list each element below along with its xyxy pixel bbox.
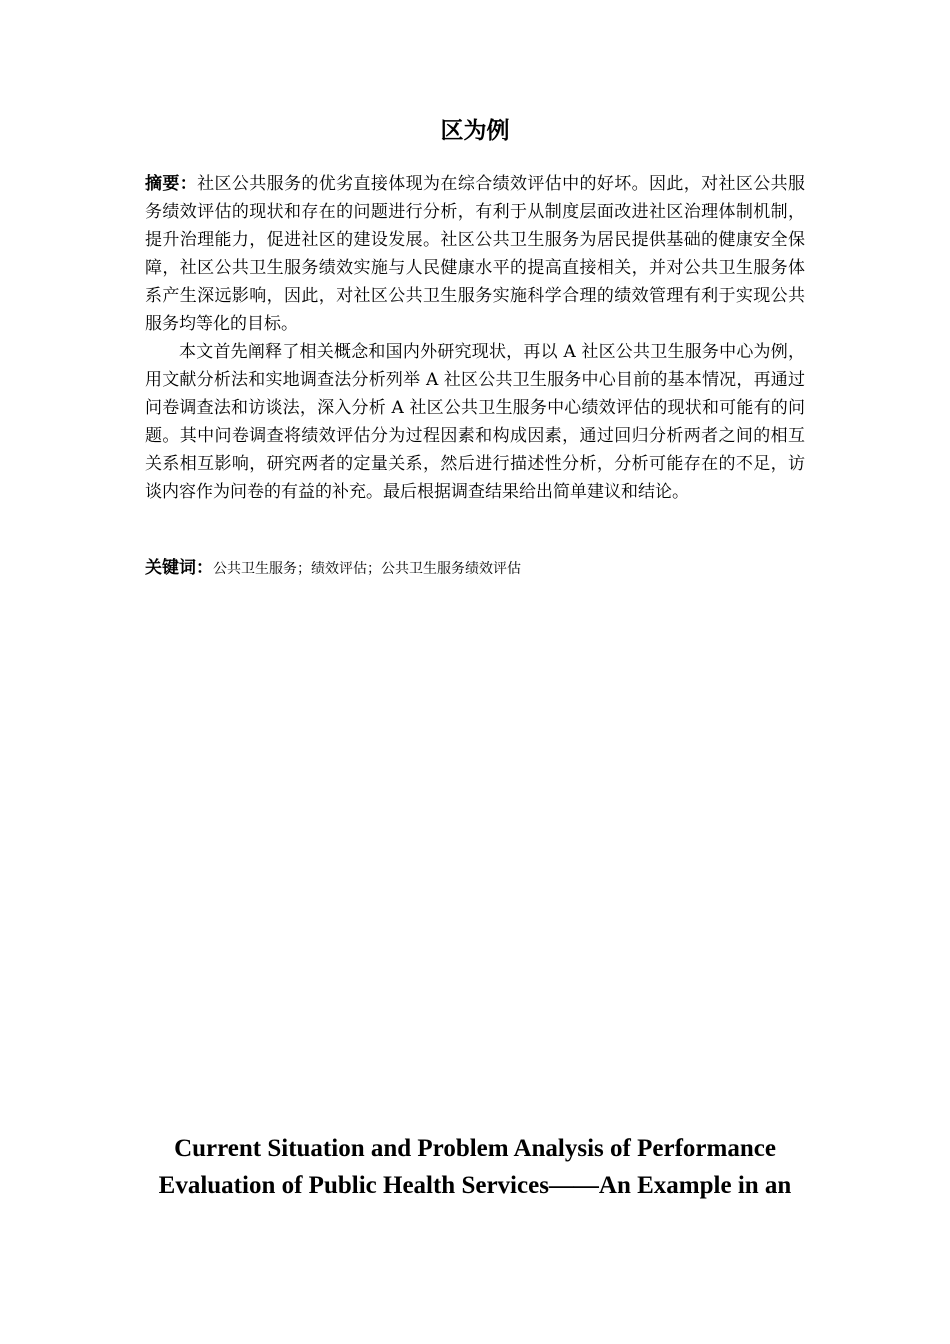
abstract-paragraph-1: [145, 170, 805, 338]
page-title: 区为例: [440, 118, 510, 144]
keywords-text: 公共卫生服务；绩效评估；公共卫生服务绩效评估: [213, 561, 521, 577]
keywords-section: [145, 555, 805, 582]
english-title: [0, 1130, 950, 1204]
abstract-label: 摘要：: [145, 174, 198, 194]
abstract-paragraph-2: 本文首先阐释了相关概念和国内外研究现状，再以 A 社区公共卫生服务中心为例，用文献分析法和实地调查法分析列举 A 社区公共卫生服务中心目前的基本情况，再通过问卷调查法和访谈法，深入分析 A 社区公共卫生服务中心绩效评估的现状和可能有的问题。其中问卷调查将绩效评估分为过程因素和构成因素，通过回归分析两者之间的相互关系相互影响，研究两者的定量关系，然后进行描述性分析，分析可能存在的不足，访谈内容作为问卷的有益的补充。最后根据调查结果给出简单建议和结论。: [145, 342, 805, 502]
english-title-line-2: Evaluation of Public Health Services——An Example in an: [158, 1172, 792, 1199]
english-title-line-1: Current Situation and Problem Analysis of Performance: [174, 1135, 776, 1162]
abstract-text-1: 社区公共服务的优劣直接体现为在综合绩效评估中的好坏。因此，对社区公共服务绩效评估的现状和存在的问题进行分析，有利于从制度层面改进社区治理体制机制，提升治理能力，促进社区的建设发展。社区公共卫生服务为居民提供基础的健康安全保障，社区公共卫生服务绩效实施与人民健康水平的提高直接相关，并对公共卫生服务体系产生深远影响，因此，对社区公共卫生服务实施科学合理的绩效管理有利于实现公共服务均等化的目标。: [145, 174, 806, 334]
keywords-label: 关键词：: [145, 558, 213, 578]
abstract-section: [145, 170, 805, 506]
